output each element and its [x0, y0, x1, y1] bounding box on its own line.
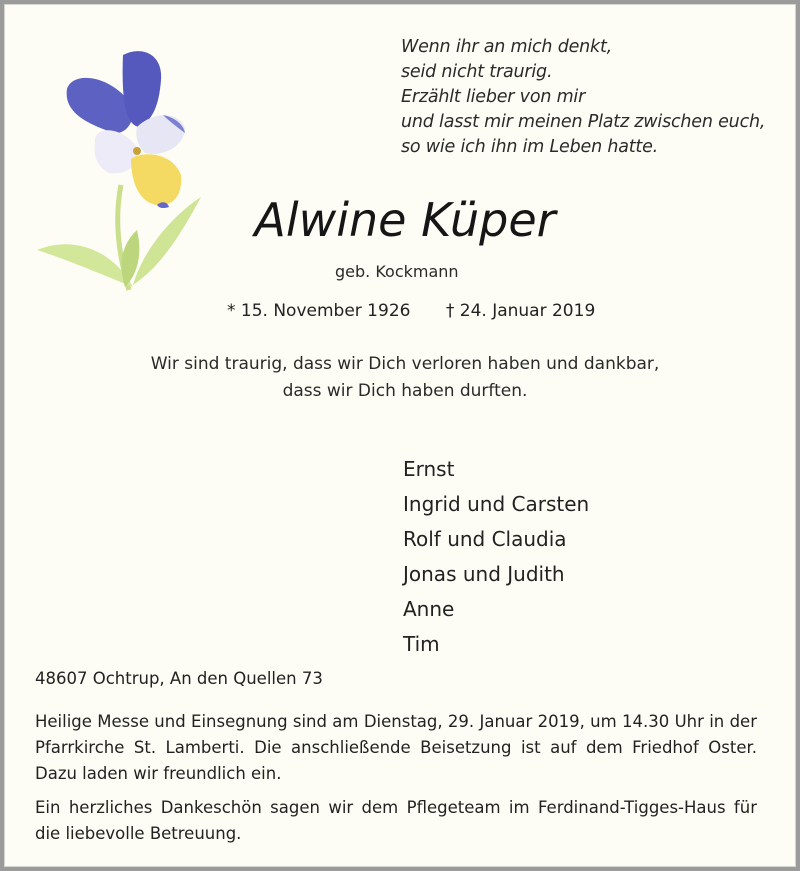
birth-name: geb. Kockmann	[335, 262, 459, 281]
family-list	[403, 452, 589, 662]
poem-line: und lasst mir meinen Platz zwischen euch,	[401, 112, 766, 132]
poem-line: seid nicht traurig.	[401, 62, 553, 82]
poem-line: Erzählt lieber von mir	[401, 87, 586, 107]
service-notice: Heilige Messe und Einsegnung sind am Dienstag, 29. Januar 2019, um 14.30 Uhr in der Pfarrkirche St. Lamberti. Die anschließende Beisetzung ist auf dem Friedhof Oster. Dazu laden wir freundlich ein.	[35, 712, 757, 783]
family-member: Anne	[403, 597, 455, 621]
poem	[401, 35, 765, 160]
sentiment-line: dass wir Dich haben durften.	[282, 381, 528, 401]
birth-date: * 15. November 1926	[227, 301, 411, 321]
sentiment-text	[5, 351, 800, 405]
thanks-notice: Ein herzliches Dankeschön sagen wir dem Pflegeteam im Ferdinand-Tigges-Haus für die liebevolle Betreuung.	[35, 798, 757, 843]
family-member: Rolf und Claudia	[403, 527, 567, 551]
sentiment-line: Wir sind traurig, dass wir Dich verloren haben und dankbar,	[150, 354, 660, 374]
poem-line: so wie ich ihn im Leben hatte.	[401, 137, 659, 157]
death-date: † 24. Januar 2019	[445, 301, 596, 321]
life-dates	[227, 301, 595, 321]
family-member: Ingrid und Carsten	[403, 492, 590, 516]
family-member: Ernst	[403, 457, 455, 481]
pansy-flower-icon	[33, 35, 208, 297]
family-member: Tim	[403, 632, 440, 656]
family-member: Jonas und Judith	[403, 562, 565, 586]
address: 48607 Ochtrup, An den Quellen 73	[35, 669, 323, 688]
obituary-card	[4, 4, 796, 867]
deceased-name: Alwine Küper	[254, 193, 556, 247]
poem-line: Wenn ihr an mich denkt,	[401, 37, 613, 57]
